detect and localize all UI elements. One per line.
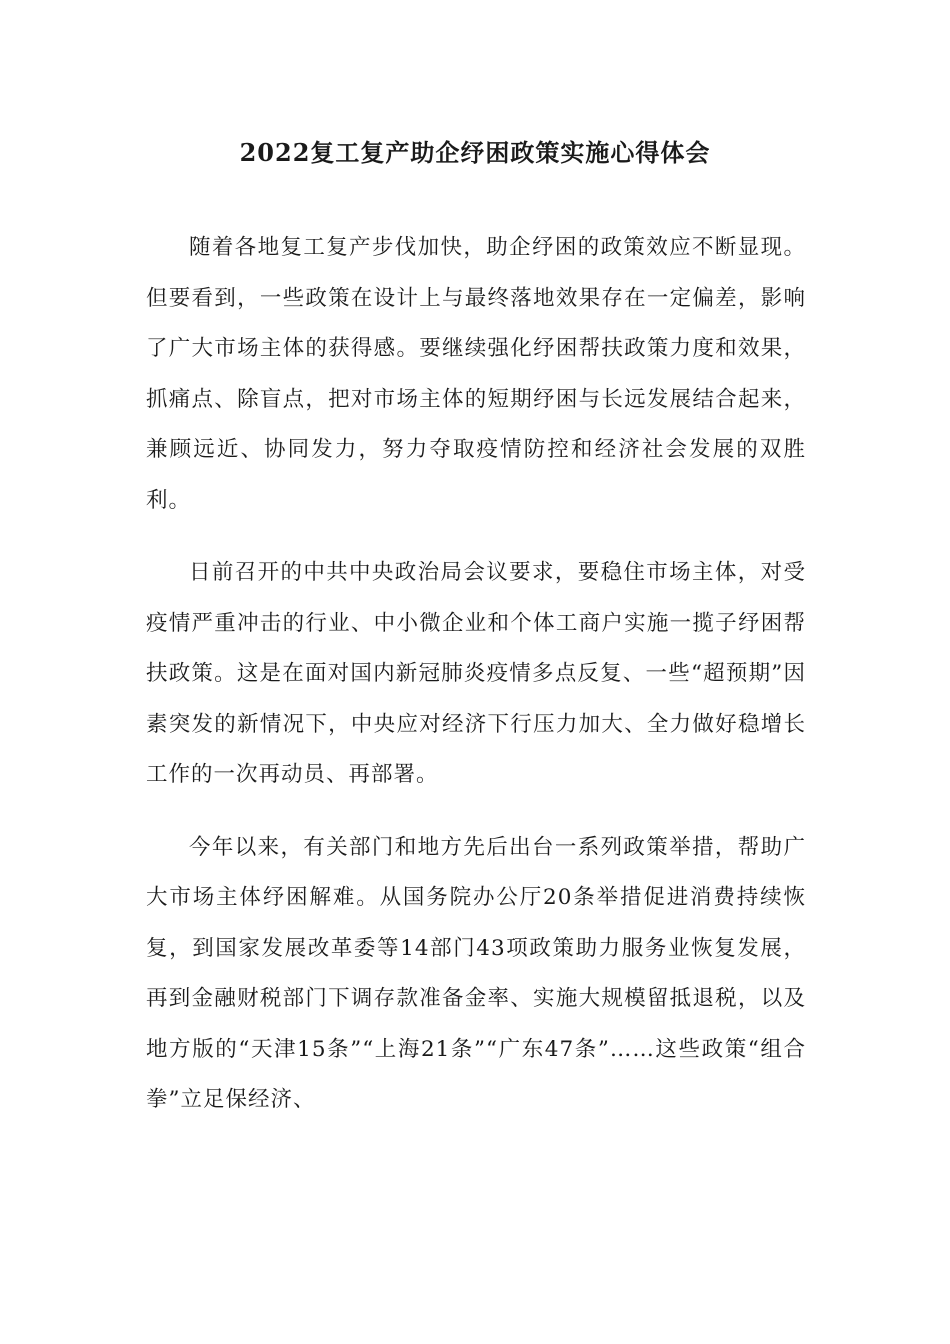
paragraph-3: 今年以来，有关部门和地方先后出台一系列政策举措，帮助广大市场主体纾困解难。从国务院办公厅20条举措促进消费持续恢复，到国家发展改革委等14部门43项政策助力服务业恢复发展，再到金融财税部门下调存款准备金率、实施大规模留抵退税，以及地方版的“天津15条”“上海21条”“广东47条”……这些政策“组合拳”立足保经济、	[146, 834, 806, 1112]
document-body	[146, 223, 806, 1148]
document-title: 2022复工复产助企纾困政策实施心得体会	[239, 138, 711, 167]
paragraph-2: 日前召开的中共中央政治局会议要求，要稳住市场主体，对受疫情严重冲击的行业、中小微企业和个体工商户实施一揽子纾困帮扶政策。这是在面对国内新冠肺炎疫情多点反复、一些“超预期”因素突发的新情况下，中央应对经济下行压力加大、全力做好稳增长工作的一次再动员、再部署。	[146, 560, 806, 787]
paragraph-1: 随着各地复工复产步伐加快，助企纾困的政策效应不断显现。但要看到，一些政策在设计上与最终落地效果存在一定偏差，影响了广大市场主体的获得感。要继续强化纾困帮扶政策力度和效果，抓痛点、除盲点，把对市场主体的短期纾困与长远发展结合起来，兼顾远近、协同发力，努力夺取疫情防控和经济社会发展的双胜利。	[146, 235, 806, 513]
